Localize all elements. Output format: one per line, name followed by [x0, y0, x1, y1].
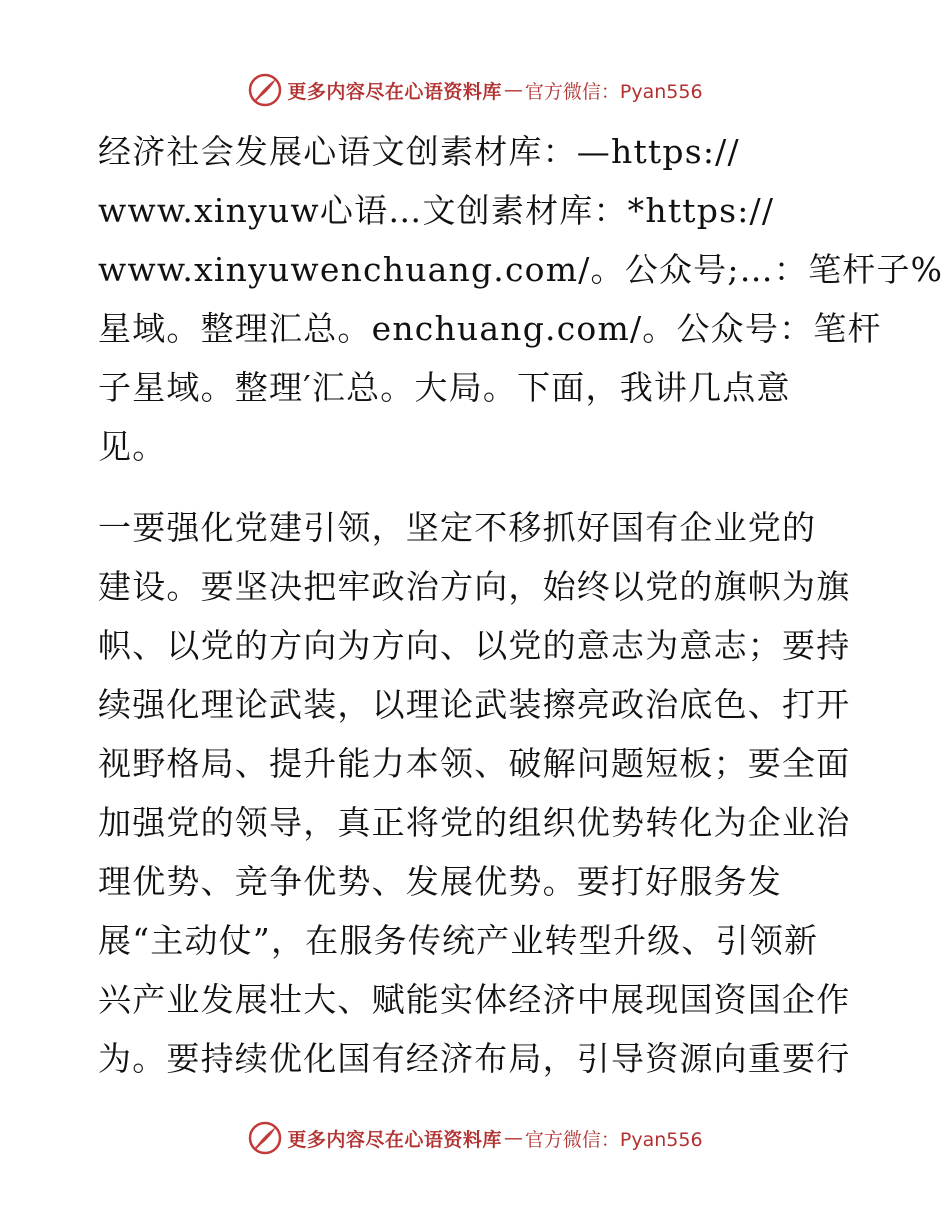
text-line: 视野格局、提升能力本领、破解问题短板；要全面: [98, 744, 851, 783]
paragraph-gap: [98, 476, 858, 498]
header-wechat-text: 官方微信：Pyan556: [524, 80, 703, 103]
text-line: 星域。整理汇总。enchuang.com/。公众号：笔杆: [98, 309, 882, 348]
footer-separator: —: [503, 1127, 523, 1149]
text-line: 一要强化党建引领，坚定不移抓好国有企业党的: [98, 508, 817, 547]
text-line: 续强化理论武装，以理论武装擦亮政治底色、打开: [98, 685, 851, 724]
text-line: 展“主动仗”，在服务传统产业转型升级、引领新: [98, 921, 819, 960]
text-line: 见。: [98, 427, 167, 466]
header-site-text: 更多内容尽在心语资料库: [287, 80, 502, 103]
text-line: 建设。要坚决把牢政治方向，始终以党的旗帜为旗: [98, 567, 851, 606]
text-line: 帜、以党的方向为方向、以党的意志为意志；要持: [98, 626, 851, 665]
footer-site-text: 更多内容尽在心语资料库: [287, 1128, 502, 1151]
text-line: 加强党的领导，真正将党的组织优势转化为企业治: [98, 803, 851, 842]
paragraph-2: [98, 498, 858, 1088]
text-line: 为。要持续优化国有经济布局，引导资源向重要行: [98, 1039, 851, 1078]
paragraph-1: [98, 122, 944, 476]
document-body: [98, 122, 944, 1088]
text-line: www.xinyuw心语…文创素材库：*https://: [98, 191, 775, 230]
text-line: www.xinyuwenchuang.com/。公众号;…：笔杆子%: [98, 250, 944, 289]
text-line: 兴产业发展壮大、赋能实体经济中展现国资国企作: [98, 980, 851, 1019]
footer-wechat-text: 官方微信：Pyan556: [524, 1128, 703, 1151]
header-watermark-banner: [0, 70, 950, 110]
quill-pen-logo-icon: [247, 1120, 283, 1156]
text-line: 子星域。整理′汇总。大局。下面，我讲几点意: [98, 368, 791, 407]
text-line: 经济社会发展心语文创素材库：—https://: [98, 132, 740, 171]
footer-watermark-banner: [0, 1118, 950, 1158]
header-separator: —: [503, 79, 523, 101]
quill-pen-logo-icon: [247, 72, 283, 108]
text-line: 理优势、竞争优势、发展优势。要打好服务发: [98, 862, 782, 901]
